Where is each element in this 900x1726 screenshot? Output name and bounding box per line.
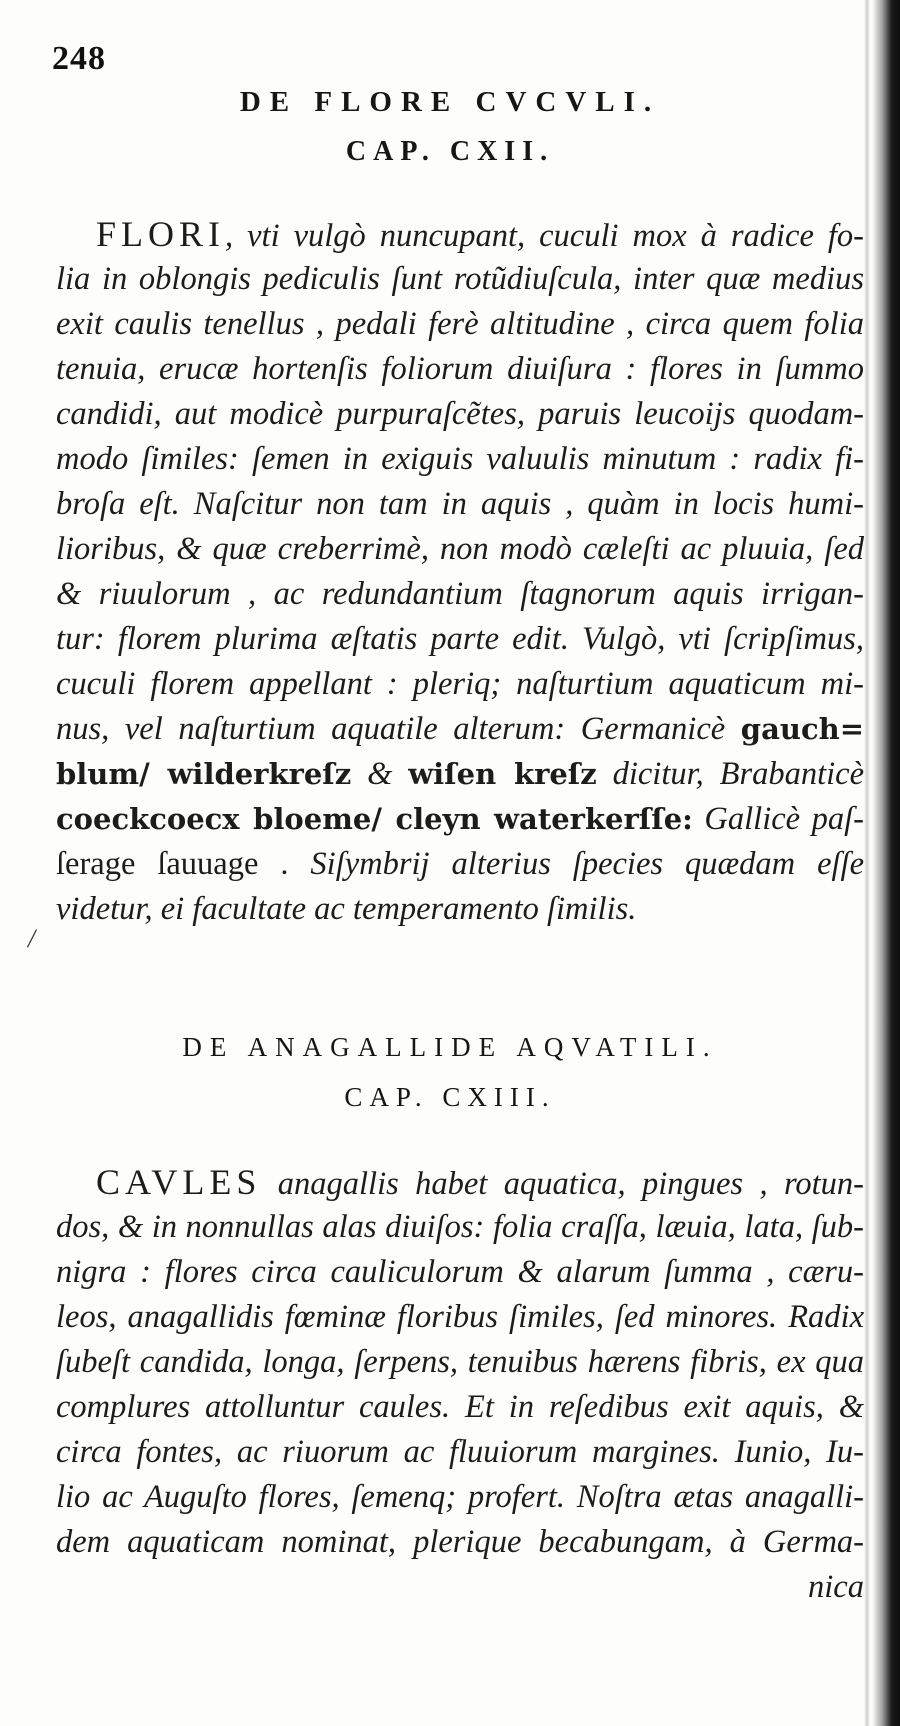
text-line: & riuulorum , ac redundantium ſtagnorum aquis irrigan- [56, 576, 864, 612]
text-line: videtur, ei facultate ac temperamento ſimilis. [56, 891, 637, 927]
chapter-113-number: CAP. CXIII. [344, 1082, 556, 1112]
text-line: lio ac Auguſto flores, ſemenq; profert. Noſtra ætas anagalli- [56, 1479, 864, 1515]
text-line: ſerage ſauuage . Siſymbrij alterius ſpecies quædam eſſe [56, 846, 864, 882]
text-line: CAVLES anagallis habet aquatica, pingues , rotun- [96, 1162, 864, 1202]
text-line: broſa eſt. Naſcitur non tam in aquis , quàm in locis humi- [56, 486, 864, 522]
text-line: ſubeſt candida, longa, ſerpens, tenuibus hærens fibris, ex qua [56, 1344, 864, 1380]
catchword: nica [808, 1569, 864, 1605]
text-line: modo ſimiles: ſemen in exiguis valuulis minutum : radix fi- [56, 441, 864, 477]
text-line: lioribus, & quæ creberrimè, non modò cæleſti ac pluuia, ſed [56, 531, 864, 567]
text-line: exit caulis tenellus , pedali ferè altitudine , circa quem folia [56, 306, 864, 342]
text-line: dem aquaticam nominat, plerique becabungam, à Germa- [56, 1524, 864, 1560]
text-line: circa fontes, ac riuorum ac fluuiorum margines. Iunio, Iu- [56, 1434, 864, 1470]
text-line: blum/ wilderkreſz & wiſen kreſz dicitur, Brabanticè [56, 756, 864, 792]
page-number: 248 [52, 40, 106, 77]
chapter-112-title: DE FLORE CVCVLI. [239, 86, 661, 118]
brabant-name: coeckcoecx bloeme/ cleyn waterkerſſe: [56, 802, 693, 836]
text-line: FLORI, vti vulgò nuncupant, cuculi mox à radice fo- [96, 214, 864, 254]
text-line: tenuia, erucæ hortenſis foliorum diuiſura : flores in ſummo [56, 351, 864, 387]
german-name: gauch= [740, 712, 864, 746]
chapter-112-number: CAP. CXII. [345, 136, 555, 167]
text-line: tur: florem plurima æſtatis parte edit. Vulgò, vti ſcripſimus, [56, 621, 864, 657]
drop-capital: CAVLES [96, 1162, 262, 1202]
text-line: candidi, aut modicè purpuraſcẽtes, paruis leucoijs quodam- [56, 396, 864, 432]
german-name: wiſen kreſz [408, 757, 597, 791]
text-line: complures attolluntur caules. Et in reſedibus exit aquis, & [56, 1389, 864, 1425]
chapter-113-title: DE ANAGALLIDE AQVATILI. [182, 1032, 718, 1062]
drop-capital: FLORI [96, 214, 226, 254]
german-name: blum/ wilderkreſz [56, 757, 352, 791]
text-line: dos, & in nonnullas alas diuiſos: folia craſſa, læuia, lata, ſub- [56, 1209, 864, 1245]
text-line: coeckcoecx bloeme/ cleyn waterkerſſe: Gallicè paſ- [56, 801, 864, 837]
marginal-mark: / [28, 924, 36, 953]
text-line: leos, anagallidis fœminæ floribus ſimiles, ſed minores. Radix [56, 1299, 864, 1335]
text-line: nus, vel naſturtium aquatile alterum: Germanicè gauch= [56, 711, 864, 747]
french-name: ſerage ſauuage . [56, 846, 311, 882]
text-line: lia in oblongis pediculis ſunt rotũdiuſcula, inter quæ medius [56, 261, 864, 297]
page-fold-shadow [864, 0, 870, 1726]
chapter-113-text [56, 1160, 864, 1610]
binding-gutter [872, 0, 900, 1726]
text-line: cuculi florem appellant : pleriq; naſturtium aquaticum mi- [56, 666, 864, 702]
text-line: nigra : flores circa cauliculorum & alarum ſumma , cæru- [56, 1254, 864, 1290]
chapter-112-text [56, 212, 864, 932]
